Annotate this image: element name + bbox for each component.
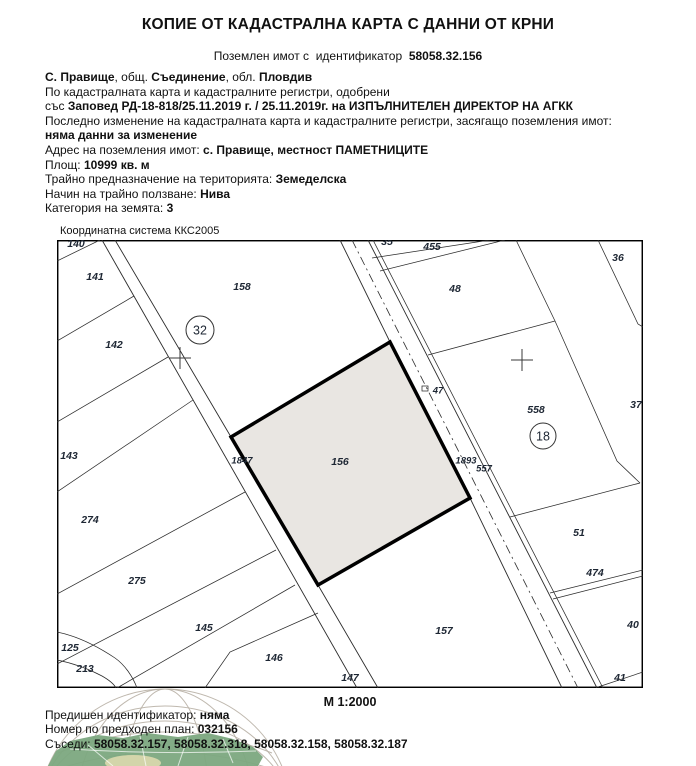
cadastral-map-svg bbox=[57, 240, 643, 688]
parcel-label-558: 558 bbox=[527, 404, 545, 416]
info-line-landuse: Начин на трайно ползване: Нива bbox=[45, 186, 231, 201]
info-line-nochange: няма данни за изменение bbox=[45, 128, 198, 143]
parcel-label-157: 157 bbox=[435, 625, 453, 637]
parcel-label-146: 146 bbox=[265, 652, 283, 664]
massif-number-18: 18 bbox=[536, 429, 550, 444]
document-title: КОПИЕ ОТ КАДАСТРАЛНА КАРТА С ДАННИ ОТ КРНИ bbox=[141, 16, 555, 33]
map-scale: М 1:2000 bbox=[323, 695, 377, 709]
footer-neighbours: Съседи: 58058.32.157, 58058.32.318, 58058.32.158, 58058.32.187 bbox=[45, 736, 408, 751]
footer-block bbox=[45, 708, 685, 751]
document-subtitle bbox=[0, 49, 696, 63]
info-line-area: Площ: 10999 кв. м bbox=[45, 157, 150, 172]
subtitle-prefix: Поземлен имот с идентификатор bbox=[213, 49, 409, 63]
cadastral-map bbox=[57, 240, 643, 688]
parcel-label-125: 125 bbox=[61, 642, 79, 654]
info-line-address: Адрес на поземления имот: с. Правище, местност ПАМЕТНИЦИТЕ bbox=[45, 142, 429, 157]
parcel-label-274: 274 bbox=[81, 514, 99, 526]
parcel-label-47: 47 bbox=[432, 385, 444, 397]
info-line-location: С. Правище, общ. Съединение, обл. Пловдив bbox=[45, 70, 313, 84]
parcel-label-140: 140 bbox=[67, 240, 85, 250]
parcel-label-213: 213 bbox=[76, 663, 94, 675]
parcel-label-147: 147 bbox=[341, 672, 359, 684]
parcel-label-275: 275 bbox=[128, 575, 146, 587]
parcel-label-37: 37 bbox=[630, 399, 642, 411]
parcel-label-51: 51 bbox=[573, 527, 585, 539]
property-info-block bbox=[45, 70, 665, 216]
parcel-label-557: 557 bbox=[476, 463, 492, 475]
info-line-approved: По кадастралната карта и кадастралните регистри, одобрени bbox=[45, 84, 390, 99]
parcel-label-143: 143 bbox=[60, 450, 78, 462]
massif-number-32: 32 bbox=[193, 323, 207, 338]
parcel-label-1847: 1847 bbox=[231, 455, 253, 467]
parcel-label-41: 41 bbox=[614, 672, 626, 684]
parcel-label-455: 455 bbox=[423, 241, 441, 253]
footer-previous-identifier: Предишен идентификатор: няма bbox=[45, 708, 230, 722]
parcel-label-36: 36 bbox=[612, 252, 624, 264]
parcel-label-141: 141 bbox=[86, 271, 104, 283]
parcel-label-145: 145 bbox=[195, 622, 213, 634]
coordinate-system-label: Координатна система ККС2005 bbox=[60, 225, 220, 237]
parcel-label-474: 474 bbox=[586, 567, 604, 579]
info-line-order: със Заповед РД-18-818/25.11.2019 г. / 25.11.2019г. на ИЗПЪЛНИТЕЛЕН ДИРЕКТОР НА АГКК bbox=[45, 99, 573, 114]
parcel-label-156: 156 bbox=[331, 456, 349, 468]
parcel-label-158: 158 bbox=[233, 281, 251, 293]
parcel-label-40: 40 bbox=[627, 619, 639, 631]
parcel-label-142: 142 bbox=[105, 339, 123, 351]
parcel-label-48: 48 bbox=[449, 283, 461, 295]
footer-previous-plan-number: Номер по предходен план: 032156 bbox=[45, 722, 238, 737]
parcel-identifier: 58058.32.156 bbox=[408, 49, 483, 63]
parcel-label-1893: 1893 bbox=[455, 455, 477, 467]
info-line-lastchange: Последно изменение на кадастралната карта и кадастралните регистри, засягащо поземления имот: bbox=[45, 113, 612, 128]
info-line-category: Категория на земята: 3 bbox=[45, 201, 174, 216]
parcel-label-35: 35 bbox=[381, 240, 393, 248]
info-line-territory: Трайно предназначение на територията: Земеделска bbox=[45, 172, 347, 187]
